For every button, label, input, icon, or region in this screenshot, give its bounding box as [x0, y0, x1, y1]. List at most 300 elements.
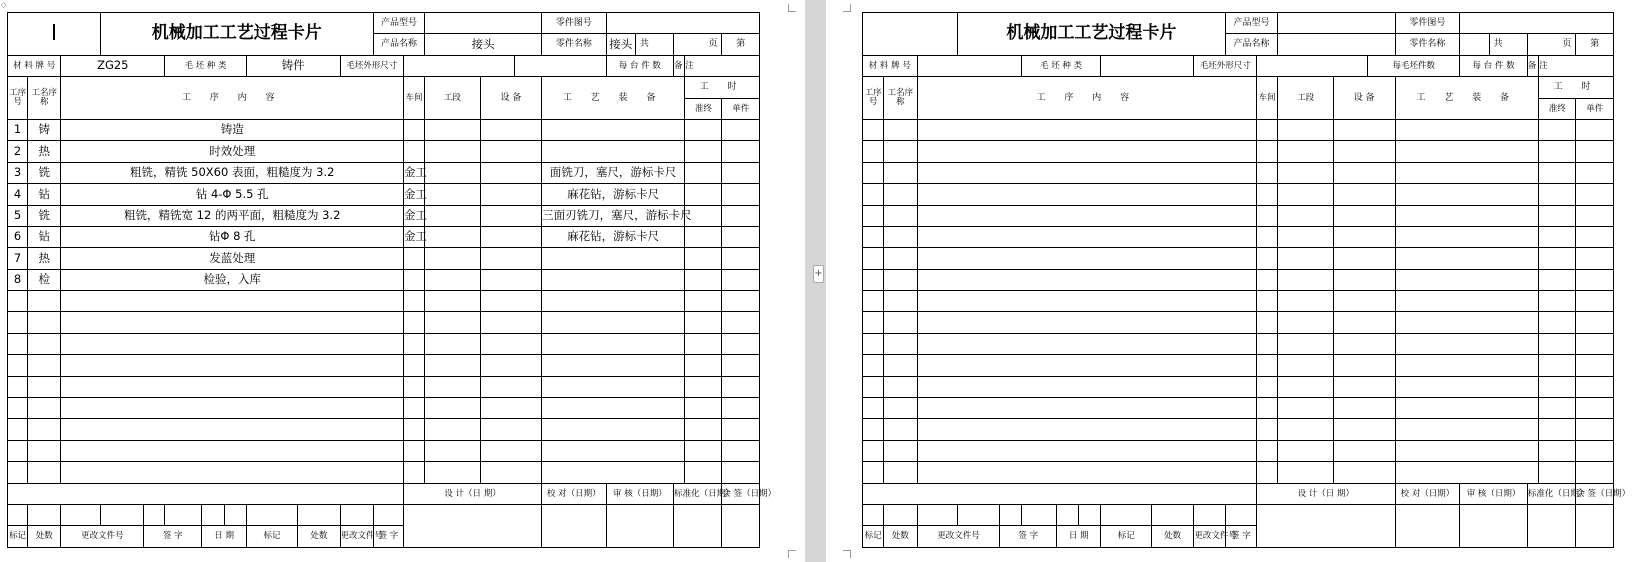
page-corner-mark: [843, 4, 851, 12]
revision-cell: [202, 504, 224, 525]
design-date-label: 设 计（日 期）: [1257, 483, 1395, 504]
process-row: [8, 333, 760, 354]
process-row: [8, 226, 760, 247]
row-per-piece: [722, 398, 760, 419]
row-op-name: [884, 184, 917, 205]
row-equipment: [1333, 333, 1395, 354]
material-grade-label: 材 料 牌 号: [8, 55, 61, 76]
row-prep-final: [685, 162, 722, 183]
row-section: [1278, 162, 1334, 183]
row-op-name: [28, 376, 61, 397]
row-tooling: [542, 376, 685, 397]
row-op-content: [917, 462, 1257, 483]
row-op-no: [863, 184, 884, 205]
page-unit-label: 页: [674, 34, 722, 55]
row-prep-final: [685, 462, 722, 483]
row-section: [1278, 141, 1334, 162]
row-op-name: [884, 119, 917, 140]
row-section: [1278, 248, 1334, 269]
process-row: [8, 440, 760, 461]
row-prep-final: [1539, 226, 1576, 247]
revision-cell: [1000, 504, 1021, 525]
row-op-name: 铸: [28, 119, 61, 140]
revision-cell: [917, 504, 957, 525]
rev-sign-label: 签 字: [144, 526, 202, 547]
row-op-no: 5: [8, 205, 28, 226]
process-row: [8, 419, 760, 440]
row-prep-final: [685, 248, 722, 269]
row-equipment: [480, 226, 541, 247]
revision-cell: [28, 504, 61, 525]
row-section: [425, 162, 480, 183]
rev-mark2-label: 标记: [246, 526, 297, 547]
row-equipment: [480, 462, 541, 483]
row-op-no: 6: [8, 226, 28, 247]
row-section: [1278, 398, 1334, 419]
row-tooling: [542, 333, 685, 354]
row-prep-final: [1539, 440, 1576, 461]
row-per-piece: [1576, 291, 1614, 312]
row-op-name: [884, 398, 917, 419]
row-section: [425, 312, 480, 333]
row-tooling: [1395, 205, 1538, 226]
standard-sign-cell: [1527, 504, 1576, 547]
revision-cell: [863, 504, 884, 525]
row-op-content: 铸造: [61, 119, 404, 140]
row-op-no: 8: [8, 269, 28, 290]
row-workshop: [404, 355, 425, 376]
workshop-header: 车间: [1257, 77, 1278, 120]
row-tooling: [1395, 419, 1538, 440]
process-row: [8, 312, 760, 333]
process-row: [8, 462, 760, 483]
row-op-content: 时效处理: [61, 141, 404, 162]
row-section: [1278, 119, 1334, 140]
row-equipment: [1333, 376, 1395, 397]
row-op-name: 热: [28, 248, 61, 269]
row-workshop: [404, 291, 425, 312]
rev-count-label: 处数: [884, 526, 917, 547]
equipment-header: 设 备: [1333, 77, 1395, 120]
man-hours-header: 工 时: [685, 77, 760, 98]
row-section: [1278, 205, 1334, 226]
op-no-header: 工序号: [863, 77, 884, 120]
row-tooling: 三面刃铣刀，塞尺，游标卡尺: [542, 205, 685, 226]
row-workshop: 金工: [404, 184, 425, 205]
row-op-name: [28, 355, 61, 376]
row-section: [425, 440, 480, 461]
row-op-name: [884, 226, 917, 247]
row-workshop: [1257, 119, 1278, 140]
row-equipment: [480, 333, 541, 354]
row-op-name: [884, 462, 917, 483]
row-tooling: [1395, 269, 1538, 290]
row-op-no: [863, 333, 884, 354]
row-workshop: [404, 312, 425, 333]
row-op-name: [28, 312, 61, 333]
row-op-no: [863, 419, 884, 440]
blank-size-value: [1257, 55, 1368, 76]
revision-cell: [165, 504, 202, 525]
rev-doc2-label: 更改文件号: [1194, 526, 1225, 547]
row-prep-final: [1539, 419, 1576, 440]
row-per-piece: [722, 462, 760, 483]
row-per-piece: [722, 419, 760, 440]
row-op-no: [863, 440, 884, 461]
row-prep-final: [1539, 376, 1576, 397]
row-tooling: [542, 248, 685, 269]
revision-cell: [298, 504, 340, 525]
blank-size-label: 毛坯外形尺寸: [1194, 55, 1257, 76]
revision-cell: [958, 504, 1000, 525]
row-workshop: [1257, 162, 1278, 183]
material-grade-value: [917, 55, 1021, 76]
row-op-content: 发蓝处理: [61, 248, 404, 269]
row-op-no: [863, 462, 884, 483]
row-workshop: [1257, 333, 1278, 354]
row-section: [425, 119, 480, 140]
row-op-content: [61, 419, 404, 440]
row-workshop: [1257, 248, 1278, 269]
row-equipment: [1333, 226, 1395, 247]
row-op-content: [917, 398, 1257, 419]
row-equipment: [480, 398, 541, 419]
standard-date-label: 标准化（日期）: [674, 483, 722, 504]
per-unit-label: 每 台 件 数: [1460, 55, 1528, 76]
row-op-content: [917, 119, 1257, 140]
part-name-label: 零件名称: [1395, 34, 1460, 55]
row-workshop: [404, 398, 425, 419]
row-equipment: [1333, 355, 1395, 376]
row-per-piece: [1576, 269, 1614, 290]
per-unit-label: 每 台 件 数: [606, 55, 674, 76]
row-per-piece: [1576, 141, 1614, 162]
design-sign-cell: [1257, 504, 1395, 547]
revision-cell: [8, 504, 28, 525]
row-tooling: [1395, 248, 1538, 269]
row-per-piece: [722, 162, 760, 183]
row-workshop: [404, 141, 425, 162]
process-row: [863, 248, 1614, 269]
row-workshop: 金工: [404, 162, 425, 183]
row-op-no: [863, 141, 884, 162]
row-op-no: [863, 398, 884, 419]
process-row: [863, 440, 1614, 461]
row-op-content: [61, 440, 404, 461]
row-op-name: [884, 355, 917, 376]
row-op-content: 粗铣，精铣宽 12 的两平面，粗糙度为 3.2: [61, 205, 404, 226]
rev-date-label: 日 期: [202, 526, 246, 547]
rev-sign2-label: 签 字: [1225, 526, 1256, 547]
row-equipment: [1333, 398, 1395, 419]
op-content-header: 工 序 内 容: [61, 77, 404, 120]
row-per-piece: [1576, 440, 1614, 461]
row-per-piece: [722, 141, 760, 162]
row-tooling: [1395, 291, 1538, 312]
row-per-piece: [1576, 312, 1614, 333]
process-row: [863, 162, 1614, 183]
row-op-content: [917, 376, 1257, 397]
op-content-header: 工 序 内 容: [917, 77, 1257, 120]
rev-count-label: 处数: [28, 526, 61, 547]
row-workshop: [404, 419, 425, 440]
process-row: [863, 184, 1614, 205]
row-per-piece: [722, 333, 760, 354]
row-prep-final: [1539, 119, 1576, 140]
op-name-header: 工名序称: [28, 77, 61, 120]
rev-mark-label: 标记: [8, 526, 28, 547]
row-op-no: 7: [8, 248, 28, 269]
row-op-no: [8, 376, 28, 397]
row-op-name: [884, 269, 917, 290]
row-op-name: [28, 462, 61, 483]
row-op-name: [28, 291, 61, 312]
row-per-piece: [1576, 205, 1614, 226]
remarks-value: [1539, 55, 1614, 76]
process-row: [8, 248, 760, 269]
row-workshop: [404, 440, 425, 461]
row-op-name: [884, 419, 917, 440]
row-section: [425, 462, 480, 483]
man-hours-header: 工 时: [1539, 77, 1614, 98]
review-date-label: 审 核（日期）: [606, 483, 674, 504]
op-no-header: 工序号: [8, 77, 28, 120]
part-name-label: 零件名称: [542, 34, 607, 55]
process-row: [863, 462, 1614, 483]
remarks-label: 备 注: [1527, 55, 1538, 76]
row-op-no: [8, 440, 28, 461]
row-op-no: [863, 291, 884, 312]
row-equipment: [480, 205, 541, 226]
process-row: [863, 119, 1614, 140]
row-tooling: [542, 440, 685, 461]
row-workshop: [1257, 462, 1278, 483]
nth-page-label: 第: [722, 34, 760, 55]
remarks-label: 备 注: [674, 55, 685, 76]
row-workshop: [1257, 355, 1278, 376]
row-op-content: [917, 333, 1257, 354]
logo-cell: [8, 13, 101, 56]
rev-sign-label: 签 字: [1000, 526, 1057, 547]
product-model-value: [425, 13, 542, 34]
row-section: [1278, 355, 1334, 376]
row-prep-final: [1539, 333, 1576, 354]
row-tooling: [1395, 226, 1538, 247]
row-op-content: 粗铣，精铣 50X60 表面，粗糙度为 3.2: [61, 162, 404, 183]
row-per-piece: [722, 205, 760, 226]
page-corner-mark: [788, 4, 796, 12]
row-op-name: 检: [28, 269, 61, 290]
row-op-content: [61, 312, 404, 333]
product-name-value: 接头: [425, 34, 542, 55]
process-row: [8, 184, 760, 205]
row-prep-final: [685, 333, 722, 354]
row-equipment: [480, 141, 541, 162]
row-workshop: [1257, 269, 1278, 290]
row-tooling: 麻花钻，游标卡尺: [542, 226, 685, 247]
product-name-label: 产品名称: [373, 34, 424, 55]
row-equipment: [480, 184, 541, 205]
row-prep-final: [685, 312, 722, 333]
row-per-piece: [1576, 119, 1614, 140]
process-row: [8, 376, 760, 397]
part-drawing-label: 零件图号: [542, 13, 607, 34]
rev-doc-label: 更改文件号: [61, 526, 144, 547]
total-pages-label: 共: [1489, 34, 1527, 55]
product-model-label: 产品型号: [1225, 13, 1278, 34]
revision-cell: [1151, 504, 1193, 525]
row-op-no: [863, 312, 884, 333]
row-equipment: [1333, 462, 1395, 483]
row-tooling: [542, 141, 685, 162]
row-op-content: [917, 141, 1257, 162]
revision-cell: [144, 504, 165, 525]
row-section: [425, 333, 480, 354]
row-op-name: [28, 398, 61, 419]
standard-sign-cell: [674, 504, 722, 547]
row-op-content: [61, 333, 404, 354]
row-op-content: 钻Φ 8 孔: [61, 226, 404, 247]
check-date-label: 校 对（日期）: [1395, 483, 1460, 504]
row-tooling: [1395, 376, 1538, 397]
row-equipment: [480, 419, 541, 440]
row-section: [425, 205, 480, 226]
row-per-piece: [1576, 355, 1614, 376]
logo-cell: [863, 13, 958, 56]
row-per-piece: [1576, 398, 1614, 419]
row-section: [1278, 226, 1334, 247]
row-per-piece: [1576, 248, 1614, 269]
row-prep-final: [685, 419, 722, 440]
process-row: [863, 333, 1614, 354]
row-section: [425, 226, 480, 247]
standard-date-label: 标准化（日期）: [1527, 483, 1576, 504]
revision-cell: [1057, 504, 1079, 525]
row-equipment: [480, 440, 541, 461]
row-op-no: [863, 205, 884, 226]
row-op-content: [61, 398, 404, 419]
row-op-name: 铣: [28, 205, 61, 226]
row-workshop: [1257, 226, 1278, 247]
row-op-content: [917, 226, 1257, 247]
countersign-date-label: 会 签（日期）: [722, 483, 760, 504]
process-row: [8, 269, 760, 290]
row-equipment: [1333, 162, 1395, 183]
row-op-content: [917, 312, 1257, 333]
row-op-name: [28, 333, 61, 354]
row-workshop: [1257, 398, 1278, 419]
row-op-content: [917, 248, 1257, 269]
row-op-name: 热: [28, 141, 61, 162]
process-row: [863, 376, 1614, 397]
row-tooling: [542, 419, 685, 440]
row-section: [1278, 419, 1334, 440]
row-prep-final: [1539, 462, 1576, 483]
row-op-content: [61, 376, 404, 397]
part-drawing-value: [1460, 13, 1614, 34]
row-prep-final: [685, 119, 722, 140]
process-row: [863, 226, 1614, 247]
row-section: [1278, 440, 1334, 461]
page-corner-icon: ◇: [1, 1, 7, 9]
revision-cell: [246, 504, 297, 525]
rev-mark2-label: 标记: [1101, 526, 1152, 547]
row-tooling: [1395, 398, 1538, 419]
product-model-label: 产品型号: [373, 13, 424, 34]
row-tooling: [1395, 184, 1538, 205]
row-per-piece: [722, 355, 760, 376]
row-per-piece: [722, 119, 760, 140]
row-section: [425, 419, 480, 440]
row-workshop: 金工: [404, 205, 425, 226]
process-rows: [863, 119, 1614, 483]
row-section: [1278, 291, 1334, 312]
row-op-name: [884, 248, 917, 269]
row-op-content: [61, 355, 404, 376]
process-row: [863, 205, 1614, 226]
row-prep-final: [685, 291, 722, 312]
card-title: 机械加工工艺过程卡片: [100, 13, 373, 56]
row-op-name: 钻: [28, 184, 61, 205]
row-op-name: [884, 376, 917, 397]
op-name-header: 工名序称: [884, 77, 917, 120]
row-tooling: [542, 462, 685, 483]
revision-cell: [224, 504, 246, 525]
row-workshop: [1257, 376, 1278, 397]
row-equipment: [1333, 248, 1395, 269]
row-op-name: [28, 440, 61, 461]
revision-cell: [61, 504, 100, 525]
row-equipment: [480, 248, 541, 269]
row-prep-final: [685, 398, 722, 419]
row-prep-final: [1539, 355, 1576, 376]
rev-date-label: 日 期: [1057, 526, 1101, 547]
row-op-no: [863, 226, 884, 247]
revision-cell: [373, 504, 403, 525]
page-corner-mark: [843, 550, 851, 558]
row-op-no: [863, 355, 884, 376]
row-workshop: [1257, 141, 1278, 162]
product-name-value: [1278, 34, 1395, 55]
row-op-no: [863, 376, 884, 397]
row-tooling: [1395, 333, 1538, 354]
section-header: 工段: [1278, 77, 1334, 120]
row-tooling: [542, 398, 685, 419]
process-row: [863, 355, 1614, 376]
revision-cell: [884, 504, 917, 525]
row-equipment: [1333, 419, 1395, 440]
row-prep-final: [1539, 162, 1576, 183]
row-prep-final: [1539, 248, 1576, 269]
process-row: [863, 269, 1614, 290]
row-op-content: [917, 269, 1257, 290]
row-equipment: [1333, 141, 1395, 162]
row-workshop: [404, 462, 425, 483]
row-tooling: [1395, 440, 1538, 461]
revision-cell: [1225, 504, 1256, 525]
add-page-button[interactable]: +: [813, 265, 824, 283]
row-tooling: [542, 119, 685, 140]
process-row: [8, 119, 760, 140]
revision-cell: [100, 504, 143, 525]
row-prep-final: [685, 141, 722, 162]
row-workshop: [404, 333, 425, 354]
row-section: [1278, 376, 1334, 397]
row-op-no: 3: [8, 162, 28, 183]
row-tooling: [1395, 119, 1538, 140]
part-drawing-value: [606, 13, 759, 34]
row-prep-final: [1539, 312, 1576, 333]
